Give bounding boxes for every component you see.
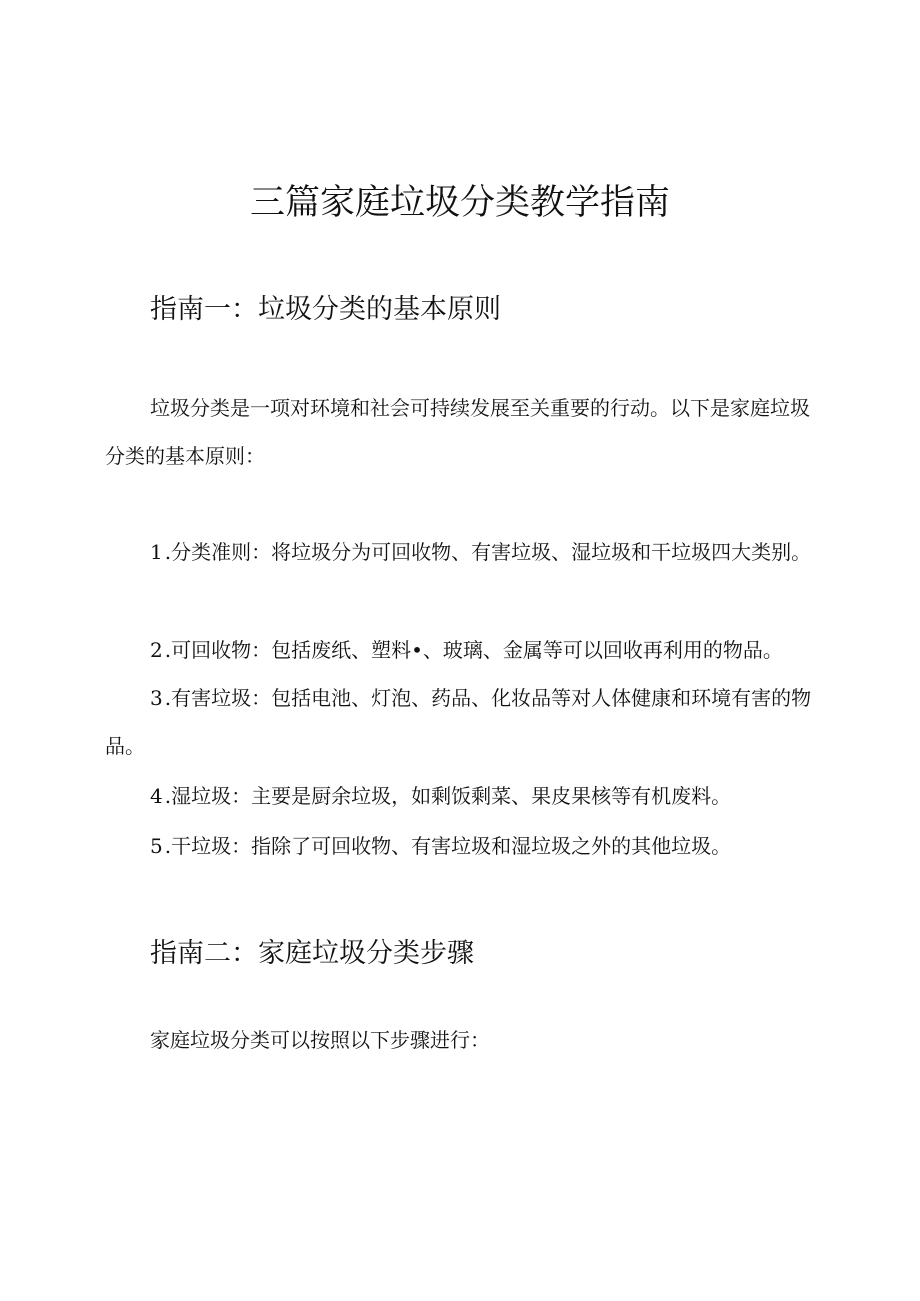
list-item-number: 3 [150, 686, 163, 710]
list-item-text: .有害垃圾：包括电池、灯泡、药品、化妆品等对人体健康和环境有害的物品。 [105, 686, 812, 758]
list-item-number: 2 [150, 638, 163, 662]
section1-intro: 垃圾分类是一项对环境和社会可持续发展至关重要的行动。以下是家庭垃圾分类的基本原则： [105, 396, 810, 468]
section-heading-1: 指南一：垃圾分类的基本原则 [150, 294, 501, 325]
list-item [105, 528, 825, 576]
list-item-text: .可回收物：包括废纸、塑料•、玻璃、金属等可以回收再利用的物品。 [164, 638, 783, 662]
list-item [105, 674, 825, 770]
list-item-text: .干垃圾：指除了可回收物、有害垃圾和湿垃圾之外的其他垃圾。 [164, 834, 732, 858]
list-item-number: 1 [150, 540, 163, 564]
document-title: 三篇家庭垃圾分类教学指南 [249, 183, 670, 223]
list-item [105, 772, 825, 820]
list-item [105, 626, 825, 674]
section-heading-2: 指南二：家庭垃圾分类步骤 [150, 938, 474, 969]
list-item-number: 4 [150, 784, 163, 808]
list-item-number: 5 [150, 834, 163, 858]
list-item-text: .湿垃圾：主要是厨余垃圾，如剩饭剩菜、果皮果核等有机废料。 [164, 784, 732, 808]
list-item [105, 822, 825, 870]
section2-intro: 家庭垃圾分类可以按照以下步骤进行： [150, 1028, 490, 1052]
list-item-text: .分类准则：将垃圾分为可回收物、有害垃圾、湿垃圾和干垃圾四大类别。 [164, 540, 812, 564]
